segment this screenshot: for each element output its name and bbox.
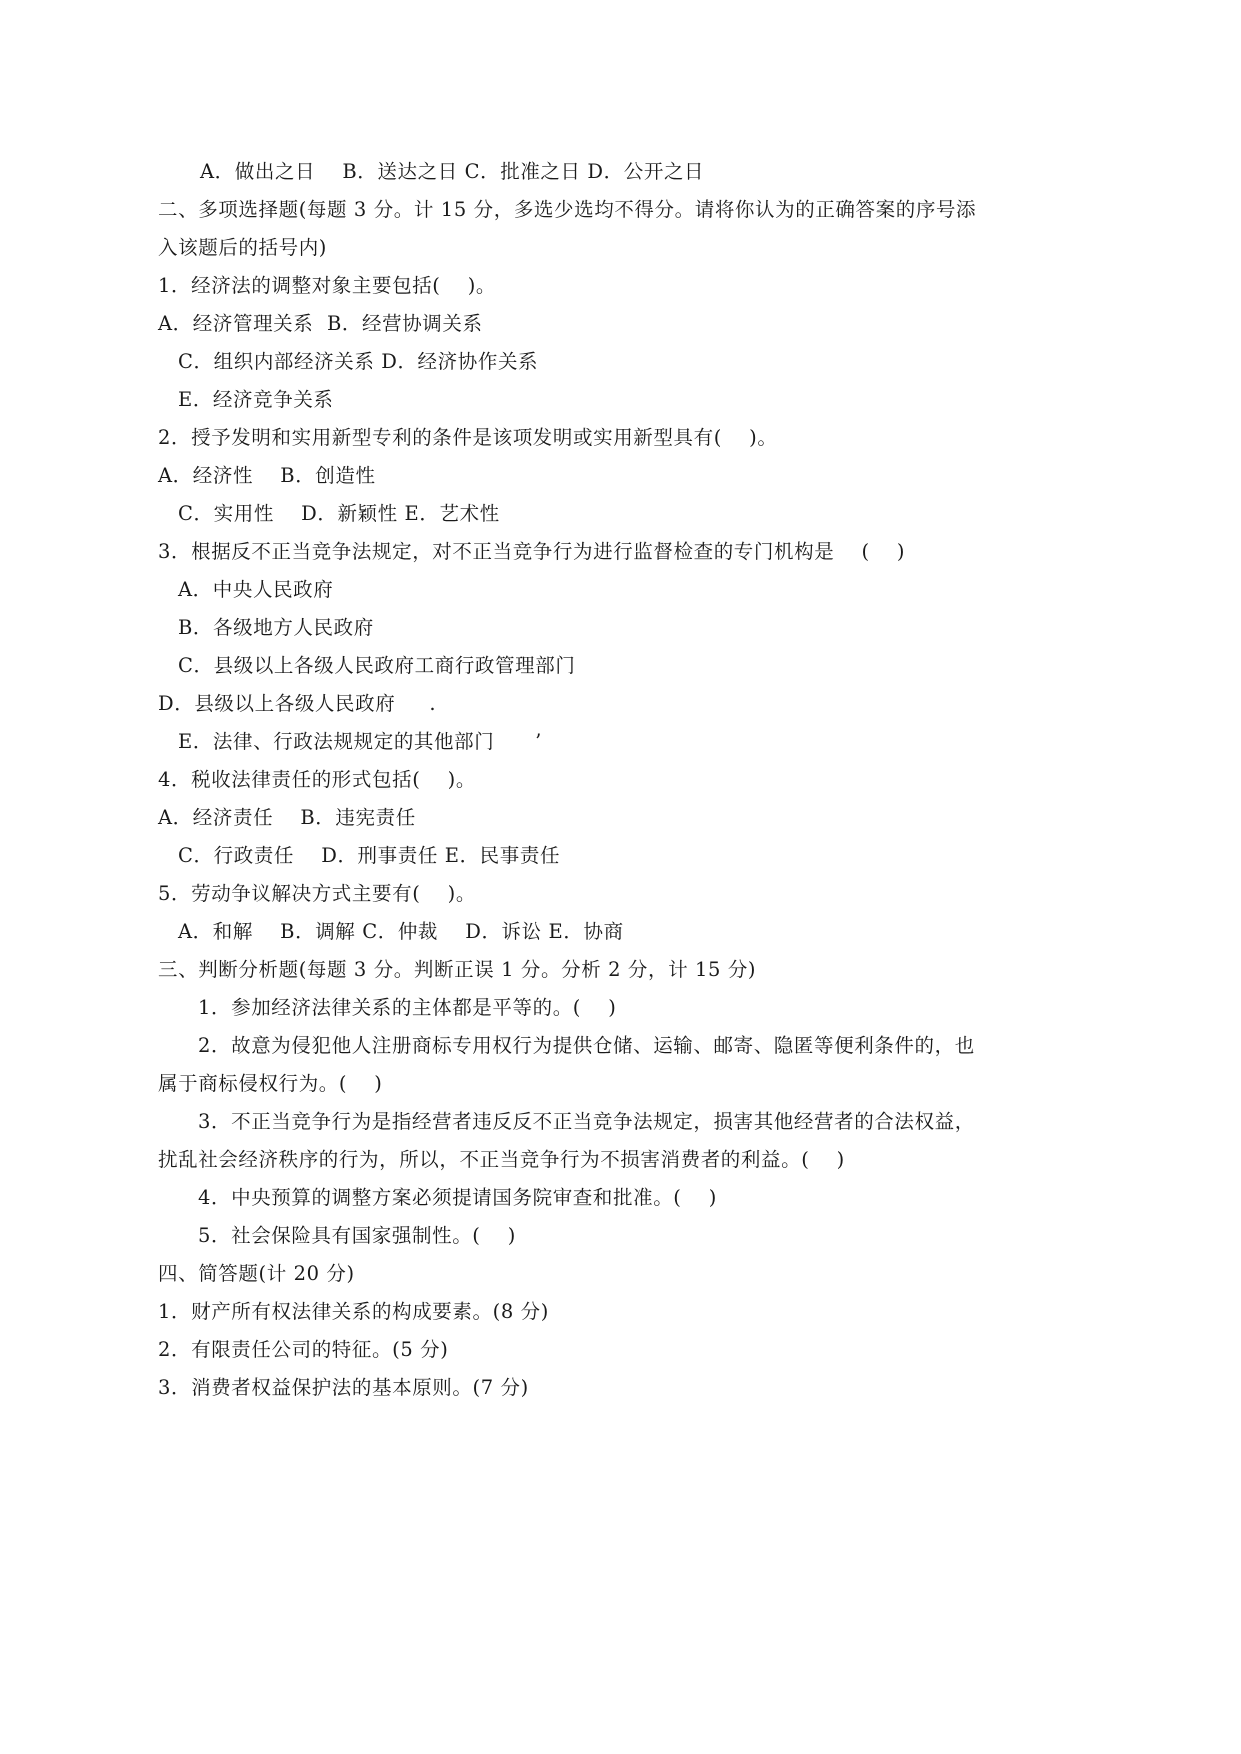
tf-question-2: 2．故意为侵犯他人注册商标专用权行为提供仓储、运输、邮寄、隐匿等便利条件的，也 <box>198 1034 975 1057</box>
sa-question-3: 3．消费者权益保护法的基本原则。(7 分) <box>158 1376 529 1399</box>
q-last-options: A．做出之日 B．送达之日 C．批准之日 D．公开之日 <box>200 160 705 183</box>
mc-q4-options-cde: C．行政责任 D．刑事责任 E．民事责任 <box>178 844 561 867</box>
mc-q1-options-cd: C．组织内部经济关系 D．经济协作关系 <box>178 350 539 373</box>
tf-question-3: 3．不正当竞争行为是指经营者违反反不正当竞争法规定，损害其他经营者的合法权益， <box>198 1110 975 1133</box>
section-4-heading: 四、简答题(计 20 分) <box>158 1262 355 1285</box>
mc-question-4: 4．税收法律责任的形式包括( )。 <box>158 768 476 791</box>
tf-question-2-cont: 属于商标侵权行为。( ) <box>158 1072 383 1095</box>
mc-q3-option-d: D．县级以上各级人民政府 . <box>158 692 437 715</box>
mc-q3-option-c: C．县级以上各级人民政府工商行政管理部门 <box>178 654 576 677</box>
mc-question-2: 2．授予发明和实用新型专利的条件是该项发明或实用新型具有( )。 <box>158 426 778 449</box>
tf-question-3-cont: 扰乱社会经济秩序的行为，所以，不正当竞争行为不损害消费者的利益。( ) <box>158 1148 845 1171</box>
tf-question-5: 5．社会保险具有国家强制性。( ) <box>198 1224 516 1247</box>
sa-question-2: 2．有限责任公司的特征。(5 分) <box>158 1338 449 1361</box>
mc-question-3: 3．根据反不正当竞争法规定，对不正当竞争行为进行监督检查的专门机构是 ( ) <box>158 540 906 563</box>
mc-question-5: 5．劳动争议解决方式主要有( )。 <box>158 882 476 905</box>
mc-question-1: 1．经济法的调整对象主要包括( )。 <box>158 274 497 297</box>
mc-q2-options-ab: A．经济性 B．创造性 <box>158 464 376 487</box>
tf-question-4: 4．中央预算的调整方案必须提请国务院审查和批准。( ) <box>198 1186 717 1209</box>
sa-question-1: 1．财产所有权法律关系的构成要素。(8 分) <box>158 1300 549 1323</box>
mc-q5-options: A．和解 B．调解 C．仲裁 D．诉讼 E．协商 <box>178 920 624 943</box>
mc-q1-options-ab: A．经济管理关系 B．经营协调关系 <box>158 312 483 335</box>
mc-q3-option-b: B．各级地方人民政府 <box>178 616 374 639</box>
section-3-heading: 三、判断分析题(每题 3 分。判断正误 1 分。分析 2 分，计 15 分) <box>158 958 757 981</box>
section-2-heading: 二、多项选择题(每题 3 分。计 15 分，多选少选均不得分。请将你认为的正确答案的序号添 <box>158 198 977 221</box>
mc-q4-options-ab: A．经济责任 B．违宪责任 <box>158 806 416 829</box>
mc-q2-options-cde: C．实用性 D．新颖性 E．艺术性 <box>178 502 500 525</box>
mc-q3-option-a: A．中央人民政府 <box>178 578 334 601</box>
section-2-heading-cont: 入该题后的括号内) <box>158 236 328 259</box>
mc-q1-option-e: E．经济竞争关系 <box>178 388 334 411</box>
mc-q3-option-e: E．法律、行政法规规定的其他部门 ’ <box>178 730 542 753</box>
tf-question-1: 1．参加经济法律关系的主体都是平等的。( ) <box>198 996 617 1019</box>
